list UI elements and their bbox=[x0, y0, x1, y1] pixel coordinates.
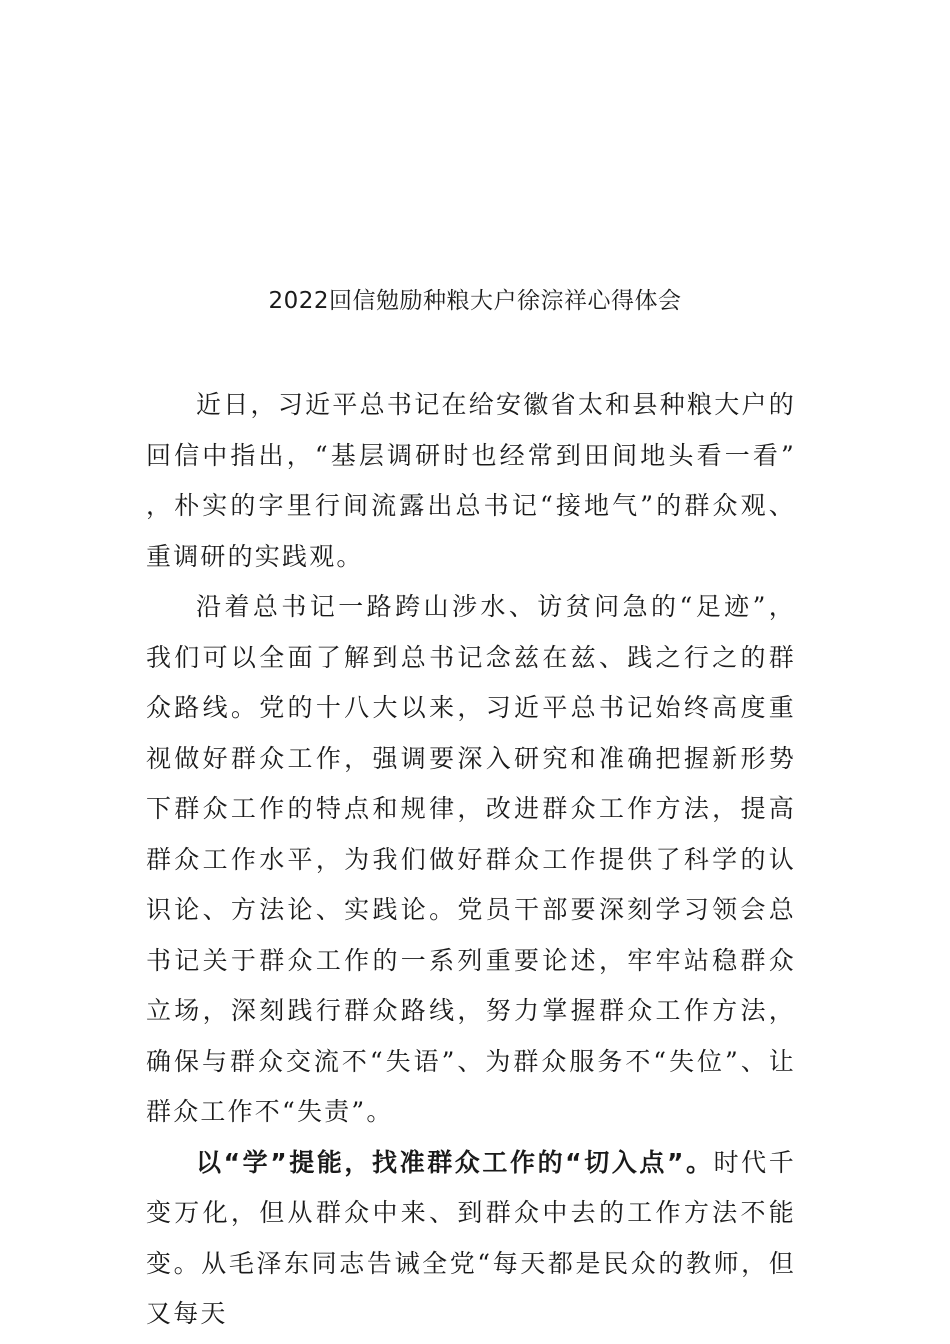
paragraph-3-text: 时代千变万化，但从群众中来、到群众中去的工作方法不能变。从毛泽东同志告诫全党“每天都是民众的教师，但又每天 bbox=[146, 1147, 796, 1328]
document-body bbox=[146, 380, 796, 1340]
paragraph-2 bbox=[146, 582, 796, 1138]
document-title: 2022回信勉励种粮大户徐淙祥心得体会 bbox=[268, 288, 682, 314]
paragraph-3-bold-lead: 以“学”提能，找准群众工作的“切入点”。 bbox=[196, 1147, 714, 1177]
paragraph-1 bbox=[146, 380, 796, 582]
paragraph-1-text: 近日，习近平总书记在给安徽省太和县种粮大户的回信中指出，“基层调研时也经常到田间地头看一看”，朴实的字里行间流露出总书记“接地气”的群众观、重调研的实践观。 bbox=[146, 390, 796, 571]
paragraph-2-text: 沿着总书记一路跨山涉水、访贫问急的“足迹”，我们可以全面了解到总书记念兹在兹、践之行之的群众路线。党的十八大以来，习近平总书记始终高度重视做好群众工作，强调要深入研究和准确把握新形势下群众工作的特点和规律，改进群众工作方法，提高群众工作水平，为我们做好群众工作提供了科学的认识论、方法论、实践论。党员干部要深刻学习领会总书记关于群众工作的一系列重要论述，牢牢站稳群众立场，深刻践行群众路线，努力掌握群众工作方法，确保与群众交流不“失语”、为群众服务不“失位”、让群众工作不“失责”。 bbox=[146, 592, 796, 1126]
paragraph-3 bbox=[146, 1138, 796, 1340]
